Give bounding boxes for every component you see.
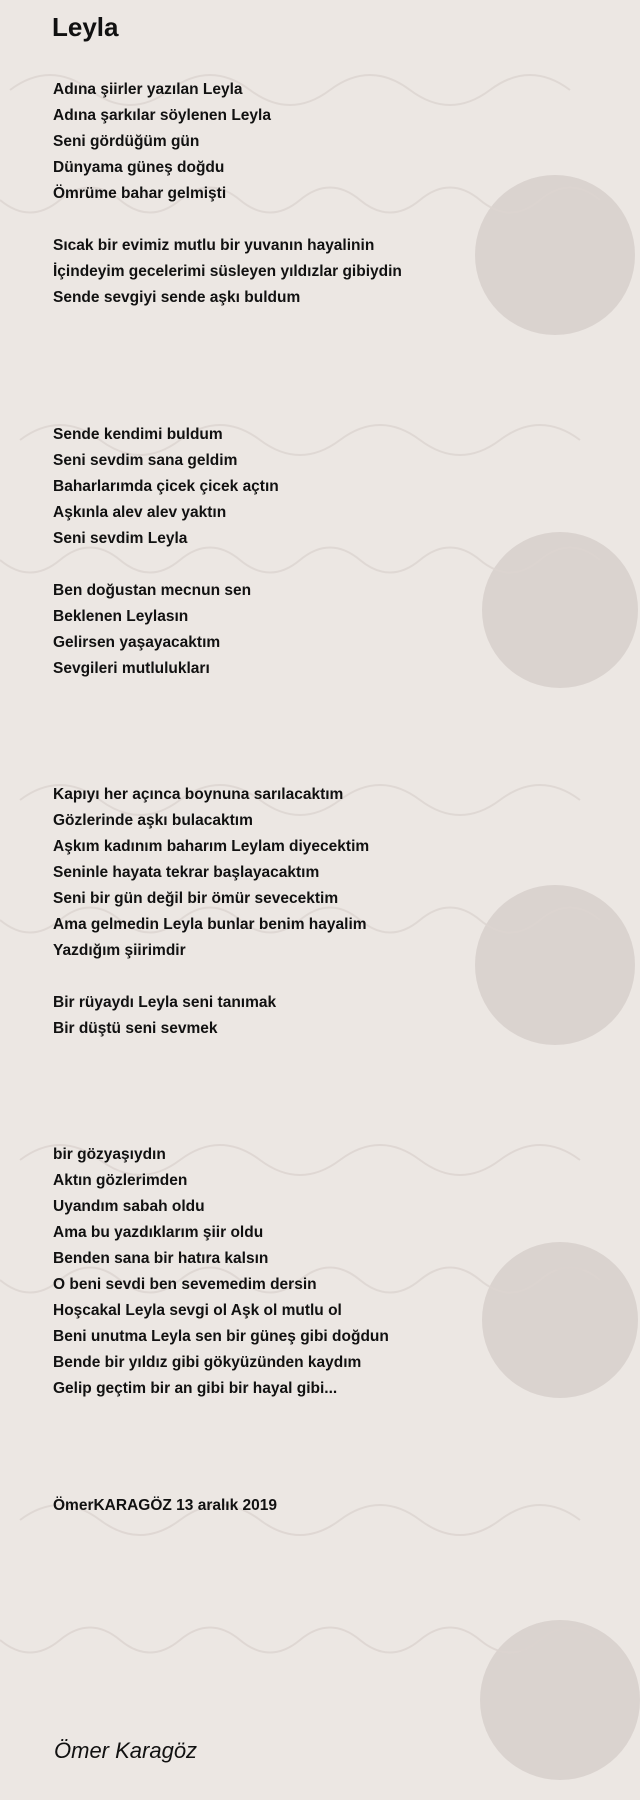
poem-stanza: [53, 578, 279, 682]
ink-blot: [475, 175, 635, 335]
poem-line: Gözlerinde aşkı bulacaktım: [53, 812, 253, 829]
poem-stanza: [53, 422, 279, 552]
stanza-gap: [53, 964, 369, 990]
poem-line: Sende sevgiyi sende aşkı buldum: [53, 289, 301, 306]
stanza-gap: [53, 207, 402, 233]
poem-line: Bende bir yıldız gibi gökyüzünden kaydım: [53, 1354, 362, 1371]
poem-line: Gelirsen yaşayacaktım: [53, 634, 221, 651]
poem-line: Aktın gözlerimden: [53, 1172, 188, 1189]
poem-stanza: [53, 1493, 277, 1519]
poem-title: Leyla: [52, 12, 119, 42]
poem-line: Baharlarımda çicek çicek açtın: [53, 478, 279, 495]
poem-line: bir gözyaşıydın: [53, 1146, 166, 1163]
poem-line: Seni gördüğüm gün: [53, 133, 200, 150]
poem-line: Gelip geçtim bir an gibi bir hayal gibi...: [53, 1380, 338, 1397]
background-ink-blots: [475, 175, 640, 1780]
poem-stanza: [53, 1142, 389, 1402]
poem-stanza: [53, 990, 369, 1042]
poem-section: [53, 1493, 277, 1519]
poem-section: [53, 1142, 389, 1402]
poem-stanza: [53, 77, 402, 207]
ink-blot: [475, 885, 635, 1045]
poem-section: [53, 422, 279, 682]
poem-line: Seni sevdim sana geldim: [53, 452, 238, 469]
poem-stanza: [53, 782, 369, 964]
poem-line: Beklenen Leylasın: [53, 608, 189, 625]
poem-line: Ama bu yazdıklarım şiir oldu: [53, 1224, 264, 1241]
poem-line: Seni bir gün değil bir ömür sevecektim: [53, 890, 339, 907]
poem-line: O beni sevdi ben sevemedim dersin: [53, 1276, 317, 1293]
poem-line: Dünyama güneş doğdu: [53, 159, 225, 176]
poem-line: Adına şarkılar söylenen Leyla: [53, 107, 271, 124]
ink-blot: [480, 1620, 640, 1780]
poem-line: Uyandım sabah oldu: [53, 1198, 205, 1215]
poem-line: Seni sevdim Leyla: [53, 530, 188, 547]
poem-line: Hoşcakal Leyla sevgi ol Aşk ol mutlu ol: [53, 1302, 342, 1319]
stanza-gap: [53, 552, 279, 578]
poem-line: İçindeyim gecelerimi süsleyen yıldızlar gibiydin: [53, 263, 402, 280]
poem-line: Aşkım kadınım baharım Leylam diyecektim: [53, 838, 370, 855]
poem-line: Sevgileri mutlulukları: [53, 660, 210, 677]
poem-line: Ben doğustan mecnun sen: [53, 582, 252, 599]
author-signature: Ömer Karagöz: [54, 1738, 198, 1763]
ink-blot: [482, 1242, 638, 1398]
poem-line: Beni unutma Leyla sen bir güneş gibi doğdun: [53, 1328, 389, 1345]
poem-line: ÖmerKARAGÖZ 13 aralık 2019: [53, 1497, 277, 1514]
poem-line: Ama gelmedin Leyla bunlar benim hayalim: [53, 916, 367, 933]
poem-line: Yazdığım şiirimdir: [53, 942, 186, 959]
poem-line: Bir düştü seni sevmek: [53, 1020, 218, 1037]
poem-section: [53, 782, 369, 1042]
poem-stanza: [53, 233, 402, 311]
poem-line: Ömrüme bahar gelmişti: [53, 185, 227, 202]
ink-blot: [482, 532, 638, 688]
poem-line: Seninle hayata tekrar başlayacaktım: [53, 864, 320, 881]
poem-line: Sıcak bir evimiz mutlu bir yuvanın hayalinin: [53, 237, 375, 254]
poem-line: Benden sana bir hatıra kalsın: [53, 1250, 269, 1267]
poem-line: Sende kendimi buldum: [53, 426, 223, 443]
poem-line: Aşkınla alev alev yaktın: [53, 504, 227, 521]
poem-section: [53, 77, 402, 311]
poem-line: Kapıyı her açınca boynuna sarılacaktım: [53, 786, 344, 803]
poem-line: Adına şiirler yazılan Leyla: [53, 81, 243, 98]
poem-line: Bir rüyaydı Leyla seni tanımak: [53, 994, 277, 1011]
